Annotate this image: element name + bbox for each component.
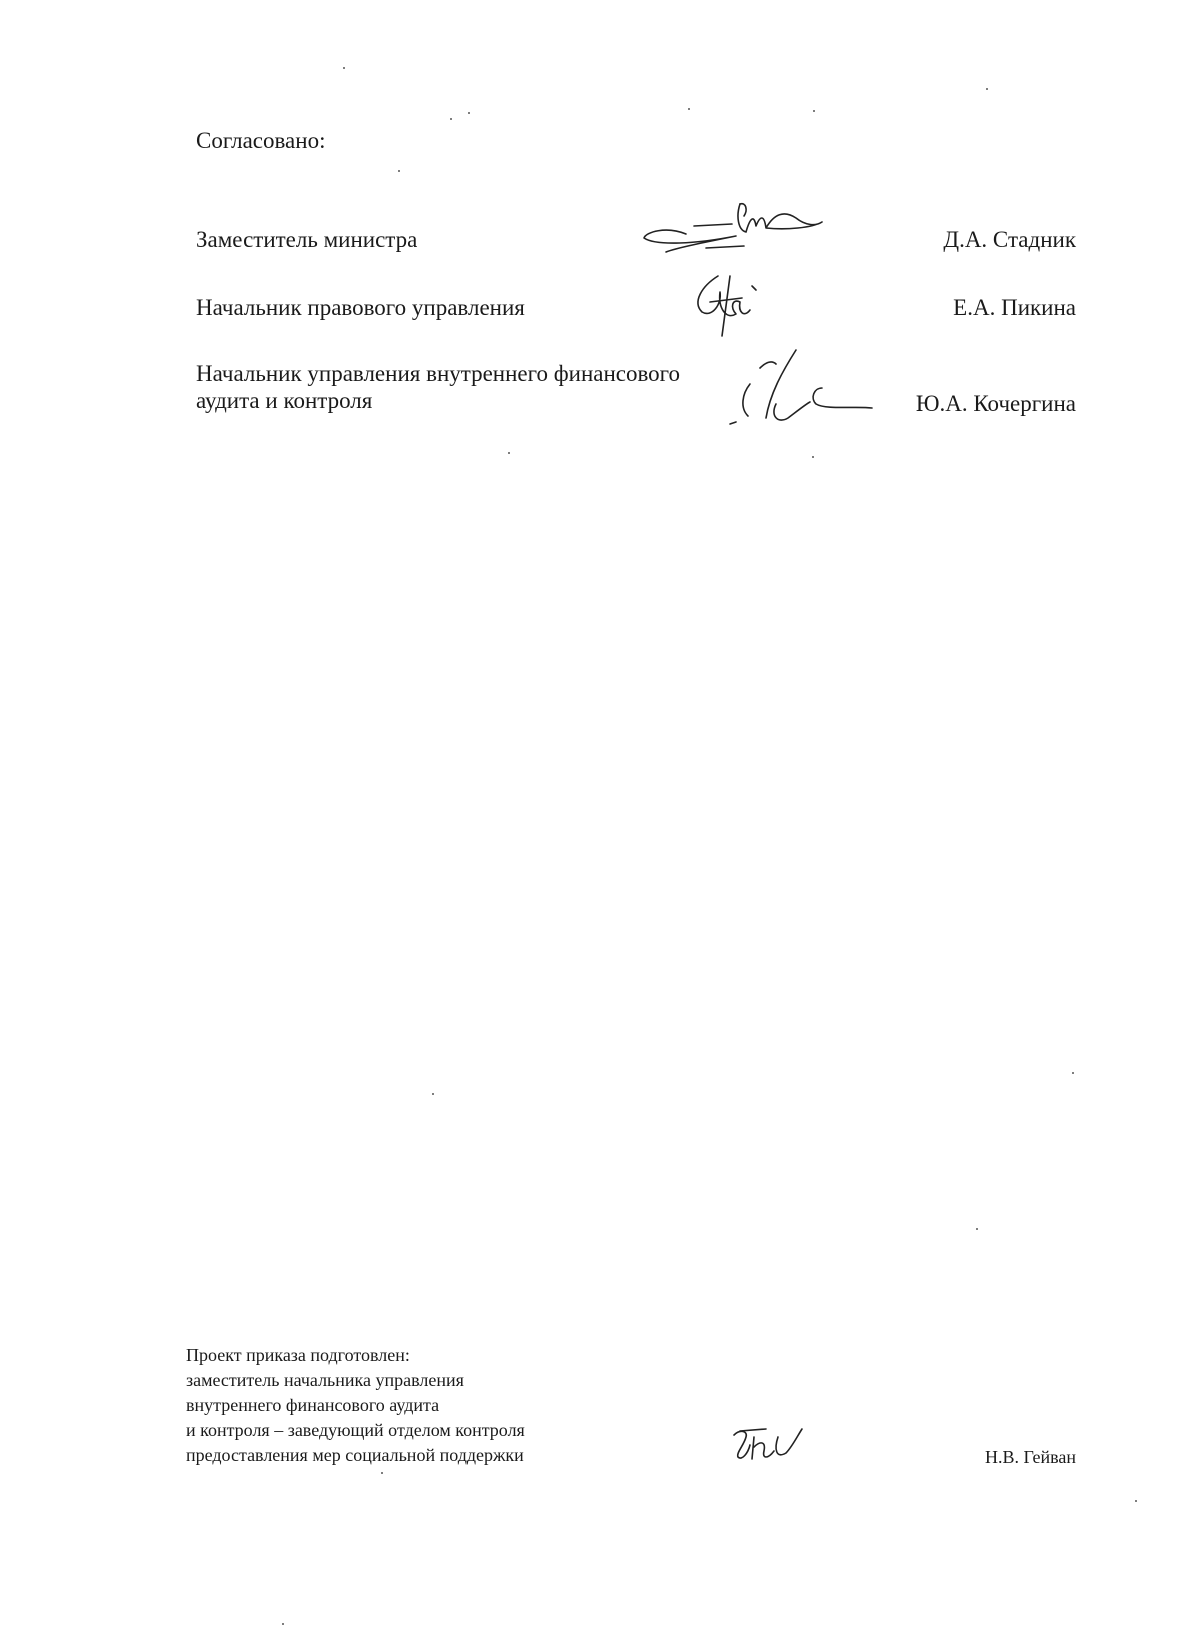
- scan-speck: [813, 110, 815, 112]
- signatory-name: Ю.А. Кочергина: [915, 391, 1076, 416]
- scan-speck: [1135, 1500, 1137, 1502]
- scan-speck: [450, 118, 452, 120]
- prepared-by-line: заместитель начальника управления: [186, 1370, 464, 1390]
- scan-speck: [688, 108, 690, 110]
- signatory-position-line: Начальник управления внутреннего финансового: [196, 361, 681, 386]
- signature-icon: [636, 196, 836, 266]
- signatory-row: [196, 294, 1076, 334]
- prepared-by-line: и контроля – заведующий отделом контроля: [186, 1420, 525, 1440]
- prepared-by-block: [186, 1343, 1076, 1483]
- scan-speck: [976, 1228, 978, 1230]
- signatory-position: [196, 360, 680, 414]
- prepared-by-line: Проект приказа подготовлен:: [186, 1345, 410, 1365]
- signature-icon: [682, 268, 772, 340]
- signature-icon: [726, 344, 896, 434]
- signatory-position: Заместитель министра: [196, 227, 418, 252]
- prepared-by-text: [186, 1343, 525, 1468]
- prepared-by-line: внутреннего финансового аудита: [186, 1395, 440, 1415]
- scan-speck: [508, 452, 510, 454]
- scan-speck: [432, 1093, 434, 1095]
- signatory-name: Е.А. Пикина: [953, 295, 1076, 320]
- scan-speck: [468, 112, 470, 114]
- signatory-name: Д.А. Стадник: [943, 227, 1076, 252]
- scan-speck: [1072, 1072, 1074, 1074]
- signatory-position-line: аудита и контроля: [196, 388, 373, 413]
- prepared-by-name: Н.В. Гейван: [984, 1447, 1076, 1467]
- prepared-by-line: предоставления мер социальной поддержки: [186, 1445, 524, 1465]
- signature-icon: [726, 1423, 806, 1469]
- scan-speck: [398, 170, 400, 172]
- approval-heading: Согласовано:: [196, 128, 326, 153]
- signatory-row: [196, 226, 1076, 266]
- scan-speck: [343, 67, 345, 69]
- scan-speck: [986, 88, 988, 90]
- signatory-row: [196, 360, 1076, 424]
- signatory-position: Начальник правового управления: [196, 295, 525, 320]
- scan-speck: [812, 456, 814, 458]
- scan-speck: [381, 1472, 383, 1474]
- scan-speck: [282, 1623, 284, 1625]
